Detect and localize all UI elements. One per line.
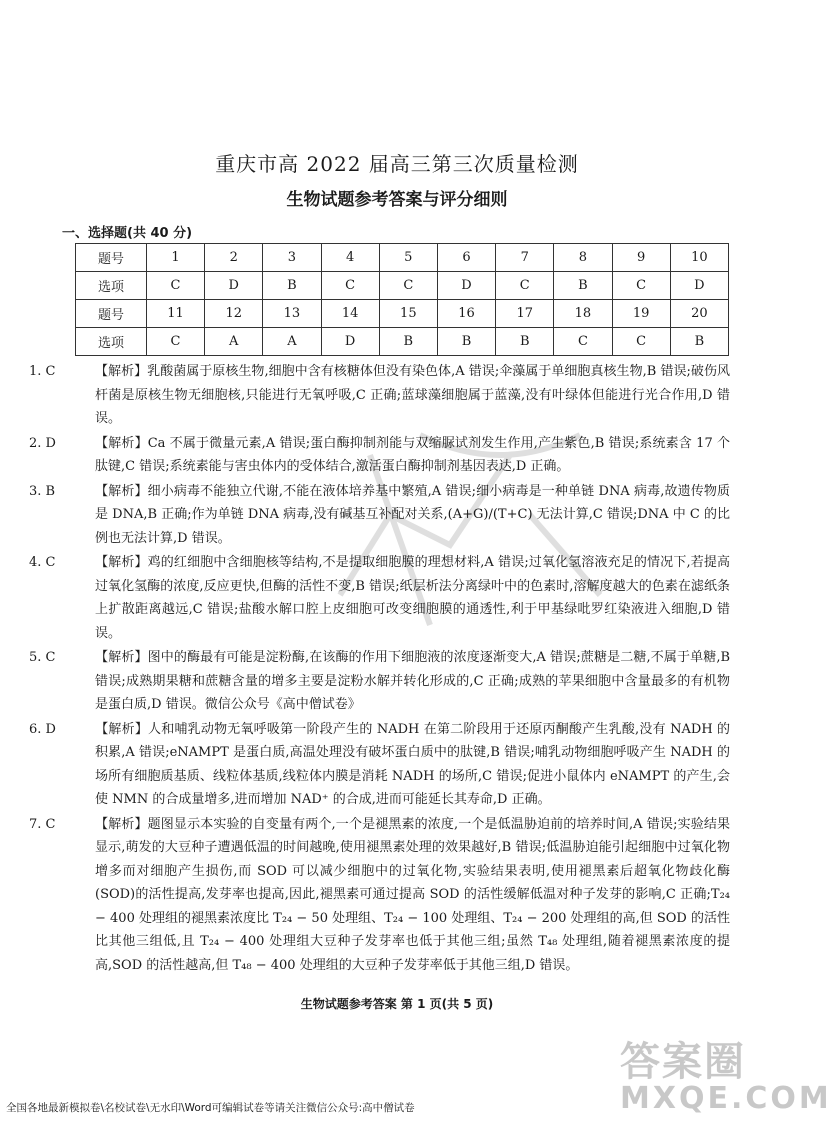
answer-table-cell: C — [379, 272, 437, 300]
answer-table-cell: C — [612, 328, 670, 356]
answer-table-cell: D — [670, 272, 728, 300]
explanation-item — [29, 360, 730, 431]
answer-table-header-cell: 选项 — [76, 328, 147, 356]
answer-table-row — [76, 300, 729, 328]
answer-table-cell: 8 — [554, 244, 612, 272]
section-title: 一、选择题(共 40 分) — [62, 226, 193, 241]
explanation-item — [29, 432, 730, 479]
answer-table-cell: D — [437, 272, 495, 300]
answer-table-header-cell: 题号 — [76, 300, 147, 328]
answer-table-cell: D — [321, 328, 379, 356]
answer-table-cell: 15 — [379, 300, 437, 328]
answer-table-cell: B — [379, 328, 437, 356]
question-number: 3. B — [29, 483, 56, 499]
answer-table-cell: 1 — [146, 244, 204, 272]
answer-table-cell: B — [496, 328, 554, 356]
page-footer: 生物试题参考答案 第 1 页(共 5 页) — [300, 997, 494, 1011]
answer-table-cell: 3 — [263, 244, 321, 272]
answer-table-cell: B — [670, 328, 728, 356]
answer-table-cell: 5 — [379, 244, 437, 272]
answer-table-cell: 6 — [437, 244, 495, 272]
answer-table-row — [76, 244, 729, 272]
answer-table-header-cell: 选项 — [76, 272, 147, 300]
answer-table-cell: 18 — [554, 300, 612, 328]
question-number: 5. C — [29, 650, 56, 665]
answer-table-cell: 2 — [205, 244, 263, 272]
answer-table — [75, 243, 729, 356]
explanation-text: 【解析】图中的酶最有可能是淀粉酶,在该酶的作用下细胞液的浓度逐渐变大,A 错误;蔗糖是二糖,不属于单糖,B 错误;成熟期果糖和蔗糖含量的增多主要是淀粉水解并转化形成的,C 正确;成熟的苹果细胞中含量最多的有机物是蛋白质,D 错误。微信公众号《高中僧试卷》 — [95, 650, 730, 712]
question-number: 6. D — [29, 721, 56, 737]
question-number: 7. C — [29, 816, 56, 832]
answer-table-row — [76, 272, 729, 300]
question-number: 2. D — [29, 435, 56, 451]
explanation-text: 【解析】人和哺乳动物无氧呼吸第一阶段产生的 NADH 在第二阶段用于还原丙酮酸产生乳酸,没有 NADH 的积累,A 错误;eNAMPT 是蛋白质,高温处理没有破坏蛋白质中的肽键,B 错误;哺乳动物细胞呼吸产生 NADH 的场所有细胞质基质、线粒体基质,线粒体内膜是消耗 NADH 的场所,C 错误;促进小鼠体内 eNAMPT 的产生,会使 NMN 的合成量增多,进而增加 NAD⁺ 的合成,进而可能延长其寿命,D 正确。 — [95, 721, 730, 807]
answer-table-cell: 16 — [437, 300, 495, 328]
answer-table-cell: 13 — [263, 300, 321, 328]
explanation-text: 【解析】细小病毒不能独立代谢,不能在液体培养基中繁殖,A 错误;细小病毒是一种单链 DNA 病毒,故遗传物质是 DNA,B 正确;作为单链 DNA 病毒,没有碱基互补配对关系,(A+G)/(T+C) 无法计算,C 错误;DNA 中 C 的比例也无法计算,D 错误。 — [95, 483, 731, 546]
explanation-list — [29, 360, 731, 978]
explanation-text: 【解析】Ca 不属于微量元素,A 错误;蛋白酶抑制剂能与双缩脲试剂发生作用,产生紫色,B 错误;系统素含 17 个肽键,C 错误;系统素能与害虫体内的受体结合,激活蛋白酶抑制剂基因表达,D 正确。 — [95, 435, 730, 474]
explanation-item — [29, 646, 730, 717]
answer-table-cell: A — [205, 328, 263, 356]
answer-table-cell: 14 — [321, 300, 379, 328]
answer-table-row — [76, 328, 729, 356]
explanation-item — [29, 813, 730, 978]
answer-table-cell: B — [263, 272, 321, 300]
answer-table-cell: 9 — [612, 244, 670, 272]
answer-table-cell: 10 — [670, 244, 728, 272]
site-logo: 答案圈 MXQE.COM — [620, 1039, 832, 1116]
bottom-note: 全国各地最新模拟卷\名校试卷\无水印\Word可编辑试卷等请关注微信公众号:高中僧试卷 — [6, 1102, 415, 1114]
answer-table-cell: B — [437, 328, 495, 356]
answer-table-cell: C — [612, 272, 670, 300]
question-number: 4. C — [29, 555, 56, 570]
answer-table-cell: 19 — [612, 300, 670, 328]
explanation-item — [29, 551, 730, 645]
explanation-item — [29, 718, 730, 812]
answer-table-cell: 20 — [670, 300, 728, 328]
answer-table-cell: D — [205, 272, 263, 300]
answer-table-cell: C — [321, 272, 379, 300]
answer-table-cell: C — [554, 328, 612, 356]
question-number: 1. C — [29, 364, 56, 379]
answer-table-cell: A — [263, 328, 321, 356]
page-subtitle: 生物试题参考答案与评分细则 — [286, 190, 508, 210]
answer-table-cell: 7 — [496, 244, 554, 272]
answer-table-cell: 4 — [321, 244, 379, 272]
answer-table-cell: C — [146, 272, 204, 300]
answer-table-cell: C — [496, 272, 554, 300]
explanation-text: 【解析】鸡的红细胞中含细胞核等结构,不是提取细胞膜的理想材料,A 错误;过氧化氢溶液充足的情况下,若提高过氧化氢酶的浓度,反应更快,但酶的活性不变,B 错误;纸层析法分离绿叶中的色素时,溶解度越大的色素在滤纸条上扩散距离越远,C 错误;盐酸水解口腔上皮细胞可改变细胞膜的通透性,利于甲基绿吡罗红染液进入细胞,D 错误。 — [95, 555, 730, 641]
answer-table-cell: C — [146, 328, 204, 356]
explanation-text: 【解析】乳酸菌属于原核生物,细胞中含有核糖体但没有染色体,A 错误;伞藻属于单细胞真核生物,B 错误;破伤风杆菌是原核生物无细胞核,只能进行无氧呼吸,C 正确;蓝球藻细胞属于蓝藻,没有叶绿体但能进行光合作用,D 错误。 — [95, 364, 730, 426]
explanation-item — [29, 480, 731, 551]
answer-table-cell: B — [554, 272, 612, 300]
answer-table-header-cell: 题号 — [76, 244, 147, 272]
answer-table-cell: 11 — [146, 300, 204, 328]
answer-table-cell: 17 — [496, 300, 554, 328]
explanation-text: 【解析】题图显示本实验的自变量有两个,一个是褪黑素的浓度,一个是低温胁迫前的培养时间,A 错误;实验结果显示,萌发的大豆种子遭遇低温的时间越晚,使用褪黑素处理的效果越好,B 错误;低温胁迫能引起细胞中过氧化物增多而对细胞产生损伤,而 SOD 可以减少细胞中的过氧化物,实验结果表明,使用褪黑素后超氧化物歧化酶(SOD)的活性提高,发芽率也提高,因此,褪黑素可通过提高 SOD 的活性缓解低温对种子发芽的影响,C 正确;T₂₄ − 400 处理组的褪黑素浓度比 T₂₄ − 50 处理组、T₂₄ − 100 处理组、T₂₄ − 200 处理组的高,但 SOD 的活性比其他三组低,且 T₂₄ − 400 处理组大豆种子发芽率也低于其他三组;虽然 T₄₈ 处理组,随着褪黑素浓度的提高,SOD 的活性越高,但 T₄₈ − 400 处理组的大豆种子发芽率低于其他三组,D 错误。 — [95, 816, 730, 973]
page-title: 重庆市高 2022 届高三第三次质量检测 — [215, 152, 579, 176]
answer-table-cell: 12 — [205, 300, 263, 328]
